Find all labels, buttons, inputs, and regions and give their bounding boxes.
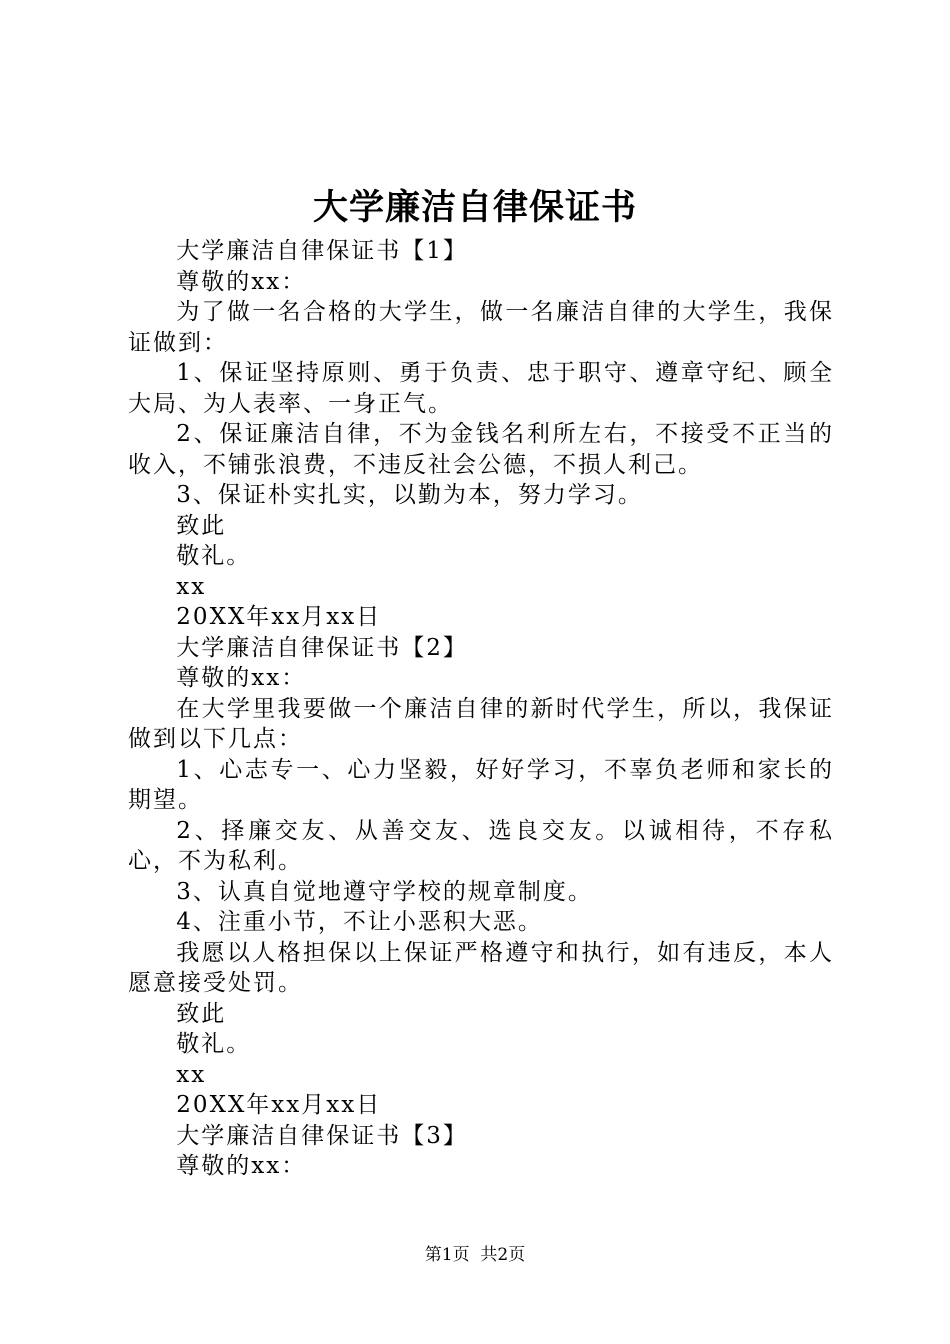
- paragraph: 1、心志专一、心力坚毅，好好学习，不辜负老师和家长的期望。: [128, 756, 834, 813]
- closing: 致此: [176, 512, 227, 539]
- salutation: 尊敬的xx：: [176, 1153, 307, 1179]
- document-body: [128, 236, 834, 1182]
- section-heading-2: 大学廉洁自律保证书【2】: [176, 634, 468, 661]
- closing: 敬礼。: [176, 543, 252, 569]
- paragraph: 3、保证朴实扎实，以勤为本，努力学习。: [176, 482, 643, 508]
- paragraph: 1、保证坚持原则、勇于负责、忠于职守、遵章守纪、顾全大局、为人表率、一身正气。: [128, 360, 834, 417]
- paragraph: 2、保证廉洁自律，不为金钱名利所左右，不接受不正当的收入，不铺张浪费，不违反社会公德，不损人利己。: [128, 421, 834, 478]
- page-number: 第1页: [424, 1245, 470, 1265]
- paragraph: 4、注重小节，不让小恶积大恶。: [176, 909, 543, 935]
- section-heading-3: 大学廉洁自律保证书【3】: [176, 1122, 468, 1149]
- page-total: 共2页: [480, 1245, 526, 1265]
- paragraph: 3、认真自觉地遵守学校的规章制度。: [176, 878, 593, 905]
- paragraph: 为了做一名合格的大学生，做一名廉洁自律的大学生，我保证做到：: [128, 299, 834, 356]
- salutation: 尊敬的xx：: [176, 268, 307, 295]
- salutation: 尊敬的xx：: [176, 665, 307, 691]
- paragraph: 我愿以人格担保以上保证严格遵守和执行，如有违反，本人愿意接受处罚。: [128, 939, 834, 996]
- paragraph: 2、择廉交友、从善交友、选良交友。以诚相待，不存私心，不为私利。: [128, 817, 834, 874]
- closing: 致此: [176, 1000, 227, 1027]
- document-title: 大学廉洁自律保证书: [312, 187, 637, 228]
- paragraph: 在大学里我要做一个廉洁自律的新时代学生，所以，我保证做到以下几点：: [128, 695, 834, 752]
- signature: xx: [176, 1061, 207, 1088]
- page-footer: [0, 1243, 950, 1267]
- date: 20XX年xx月xx日: [176, 604, 382, 630]
- signature: xx: [176, 573, 207, 600]
- closing: 敬礼。: [176, 1031, 252, 1057]
- date: 20XX年xx月xx日: [176, 1092, 382, 1118]
- section-heading-1: 大学廉洁自律保证书【1】: [176, 238, 468, 264]
